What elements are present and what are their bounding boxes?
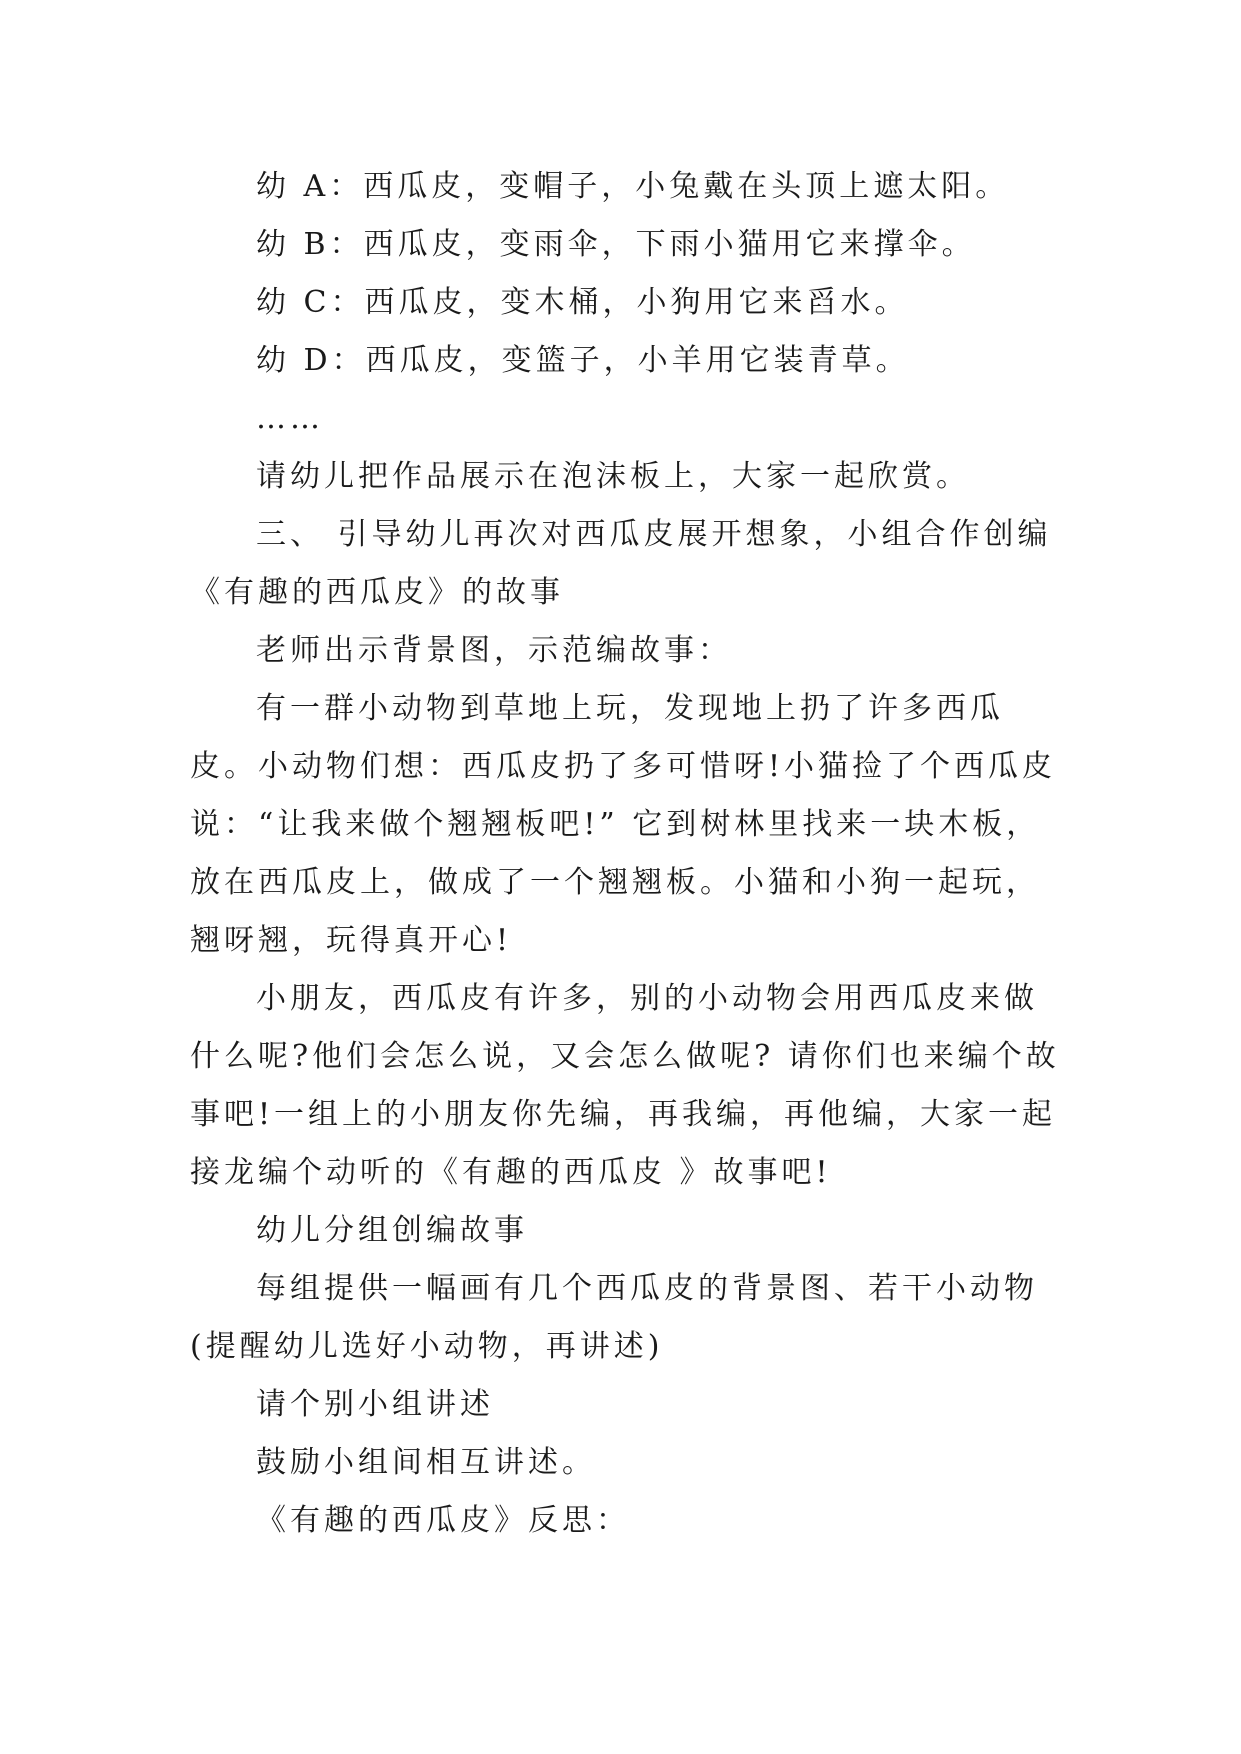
paragraph-encourage: 鼓励小组间相互讲述。 [256, 1445, 596, 1480]
paragraph-teacher-demo: 老师出示背景图，示范编故事： [256, 633, 732, 668]
paragraph-child-a: 幼 A：西瓜皮，变帽子，小兔戴在头顶上遮太阳。 [256, 169, 1010, 204]
paragraph-child-d: 幼 D：西瓜皮，变篮子，小羊用它装青草。 [256, 343, 910, 378]
paragraph-story-example: 有一群小动物到草地上玩，发现地上扔了许多西瓜皮。小动物们想：西瓜皮扔了多可惜呀!小猫捡了个西瓜皮说：“让我来做个翘翘板吧!” 它到树林里找来一块木板，放在西瓜皮上，做成了一个翘翘板。小猫和小狗一起玩，翘呀翘，玩得真开心! [190, 691, 1057, 958]
paragraph-materials: 每组提供一幅画有几个西瓜皮的背景图、若干小动物(提醒幼儿选好小动物，再讲述) [190, 1271, 1038, 1364]
paragraph-display-works: 请幼儿把作品展示在泡沫板上，大家一起欣赏。 [256, 459, 970, 494]
paragraph-prompt-children: 小朋友，西瓜皮有许多，别的小动物会用西瓜皮来做什么呢?他们会怎么说，又会怎么做呢? 请你们也来编个故事吧!一组上的小朋友你先编，再我编，再他编，大家一起接龙编个动听的《有趣的西瓜皮 》故事吧! [190, 981, 1060, 1190]
paragraph-child-c: 幼 C：西瓜皮，变木桶，小狗用它来舀水。 [256, 285, 909, 320]
paragraph-group-create: 幼儿分组创编故事 [256, 1213, 528, 1248]
section-three-heading: 三、 引导幼儿再次对西瓜皮展开想象，小组合作创编《有趣的西瓜皮》的故事 [190, 517, 1052, 610]
document-body [190, 158, 1070, 1550]
paragraph-ellipsis: …… [256, 401, 324, 436]
paragraph-group-tell: 请个别小组讲述 [256, 1387, 494, 1422]
paragraph-child-b: 幼 B：西瓜皮，变雨伞，下雨小猫用它来撑伞。 [256, 227, 976, 262]
paragraph-reflection-heading: 《有趣的西瓜皮》反思： [256, 1503, 630, 1538]
